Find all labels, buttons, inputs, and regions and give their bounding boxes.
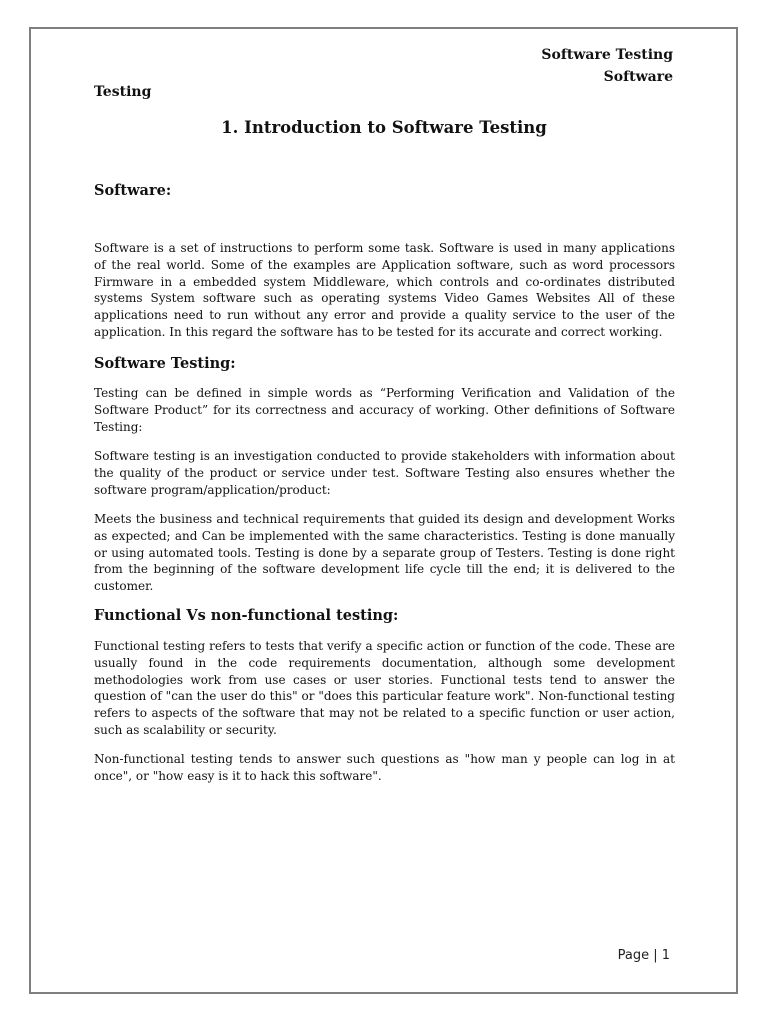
- heading-software: Software:: [94, 182, 172, 199]
- page-title: 1. Introduction to Software Testing: [221, 118, 547, 137]
- running-header: [541, 44, 673, 88]
- heading-software-testing: Software Testing:: [94, 355, 236, 372]
- paragraph-testing-investigation: Software testing is an investigation conducted to provide stakeholders with information about the quality of the product or service under test. Software Testing also ensures whether the software program/application/product:: [94, 449, 675, 497]
- paragraph-non-functional: Non-functional testing tends to answer such questions as "how man y people can log in at once", or "how easy is it to hack this software".: [94, 752, 675, 783]
- paragraph-testing-definition: Testing can be defined in simple words as “Performing Verification and Validation of the Software Product” for its correctness and accuracy of working. Other definitions of Software Testing:: [94, 386, 675, 434]
- running-header-line3: Testing: [94, 84, 152, 100]
- heading-functional: Functional Vs non-functional testing:: [94, 607, 399, 624]
- paragraph-software: Software is a set of instructions to perform some task. Software is used in many applications of the real world. Some of the examples are Application software, such as word processors Firmware in a embedded system Middleware, which controls and co-ordinates distributed systems System software such as operating systems Video Games Websites All of these applications need to run without any error and provide a quality service to the user of the application. In this regard the software has to be tested for its accurate and correct working.: [94, 241, 675, 339]
- running-header-line2: Software: [603, 69, 673, 85]
- paragraph-functional: Functional testing refers to tests that verify a specific action or function of the code. These are usually found in the code requirements documentation, although some development methodologies work from use cases or user stories. Functional tests tend to answer the question of "can the user do this" or "does this particular feature work". Non-functional testing refers to aspects of the software that may not be related to a specific function or user action, such as scalability or security.: [94, 639, 675, 737]
- paragraph-testing-requirements: Meets the business and technical requirements that guided its design and development Works as expected; and Can be implemented with the same characteristics. Testing is done manually or using automated tools. Testing is done by a separate group of Testers. Testing is done right from the beginning of the software development life cycle till the end; it is delivered to the customer.: [94, 512, 675, 594]
- page-number: Page | 1: [617, 948, 670, 963]
- running-header-line1: Software Testing: [541, 47, 673, 63]
